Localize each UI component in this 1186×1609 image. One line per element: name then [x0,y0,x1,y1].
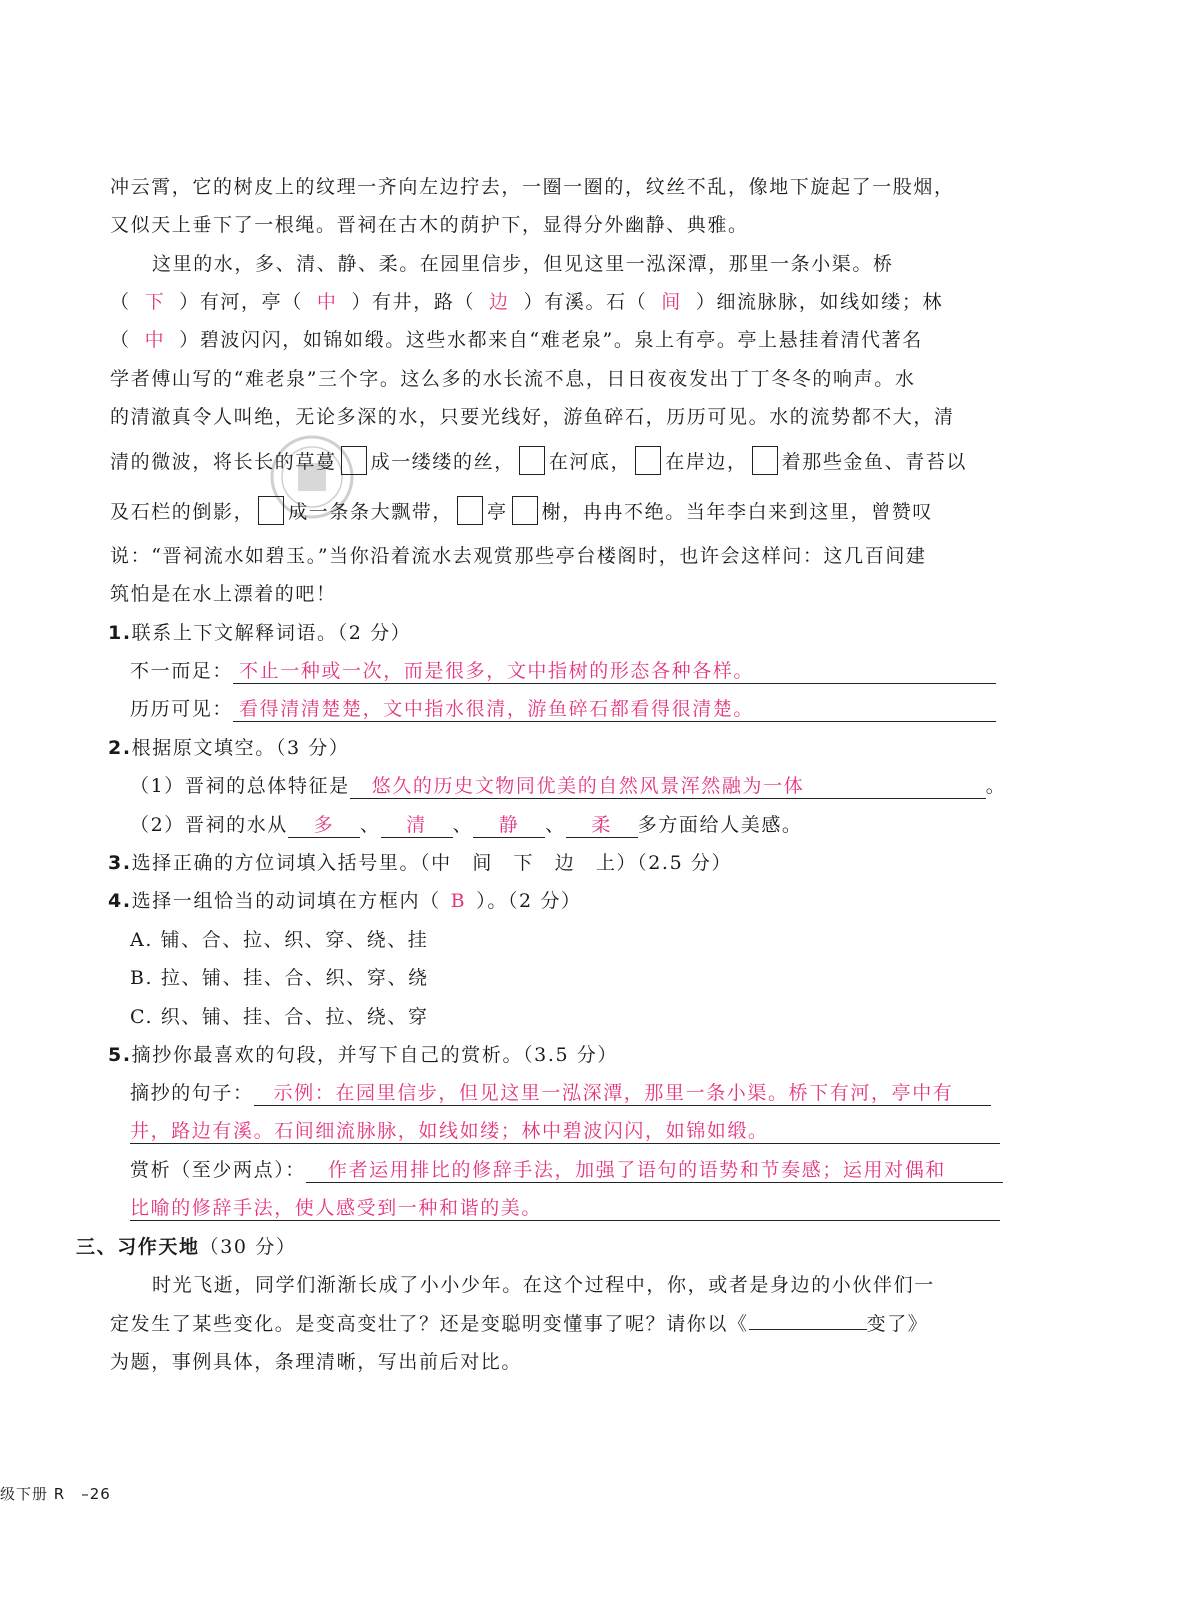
sub-question: （1）晋祠的总体特征是 [130,775,350,797]
q1-term-row [130,656,1030,684]
passage-line: 的清澈真令人叫绝，无论多深的水，只要光线好，游鱼碎石，历历可见。水的流势都不大，清 [110,406,955,428]
answer-line: 多 [288,810,360,838]
question-number: 5. [108,1044,132,1066]
page-footer: 级下册 R –26 [0,1485,111,1503]
answer-text: 边 [489,291,510,313]
question-text: ）。（2 分） [476,890,582,912]
section-heading [76,1232,976,1259]
passage-line: 又似天上垂下了一根绳。晋祠在古木的荫护下，显得分外幽静、典雅。 [110,214,749,236]
option-c: C. 织、铺、挂、合、拉、绕、穿 [130,1006,429,1028]
text: 定发生了某些变化。是变高变壮了？还是变聪明变懂事了呢？请你以《 [110,1313,749,1335]
section-score: （30 分） [199,1236,297,1258]
text: 在河底， [548,451,632,473]
text: 变了》 [866,1313,929,1335]
separator: 、 [545,814,566,836]
answer-text: 中 [316,291,338,313]
question-number: 4. [108,890,132,912]
question-2 [108,733,1008,760]
text: 成一缕缕的丝， [370,451,515,473]
q1-term-row [130,694,1030,722]
q5-excerpt-row [130,1116,1030,1144]
answer-box[interactable] [512,496,538,525]
bracket-text: （ [110,329,131,351]
term-label: 历历可见： [130,698,234,720]
prompt-line: 为题，事例具体，条理清晰，写出前后对比。 [110,1351,523,1373]
q2-sub1 [130,771,1030,799]
text: 成一条条大飘带， [288,501,454,523]
question-number: 1. [108,622,132,644]
field-label: 赏析（至少两点）： [130,1159,306,1181]
answer-text: 下 [144,291,166,313]
question-text: 联系上下文解释词语。（2 分） [131,622,412,644]
answer-text: 中 [144,329,166,351]
text: 清的微波，将长长的草蔓 [110,451,337,473]
option-a: A. 铺、合、拉、织、穿、绕、挂 [130,929,429,951]
question-text: 摘抄你最喜欢的句段，并写下自己的赏析。（3.5 分） [131,1044,618,1066]
answer-box[interactable] [635,446,661,475]
answer-box[interactable] [258,496,284,525]
answer-text: 间 [661,291,682,313]
passage-line-boxes [110,496,1010,525]
question-text: 选择一组恰当的动词填在方框内（ [131,890,441,912]
question-text: 根据原文填空。（3 分） [131,737,350,759]
answer-box[interactable] [341,446,367,475]
field-label: 摘抄的句子： [130,1082,254,1104]
answer-line: 示例：在园里信步，但见这里一泓深潭，那里一条小渠。桥下有河，亭中有 [254,1078,991,1106]
passage-line: 筑怕是在水上漂着的吧！ [110,583,337,605]
answer-line: 悠久的历史文物同优美的自然风景浑然融为一体 [350,771,986,799]
answer-text: B [450,890,467,912]
text: ）有井，路（ [351,291,476,313]
q5-analysis-row [130,1193,1030,1221]
text: 着那些金鱼、青苔以 [781,451,968,473]
passage-line: 这里的水，多、清、静、柔。在园里信步，但见这里一泓深潭，那里一条小渠。桥 [152,253,894,275]
text: 亭 [487,501,508,523]
answer-line: 比喻的修辞手法，使人感受到一种和谐的美。 [130,1193,1000,1221]
bracket-text: （ [110,291,131,313]
question-number: 2. [108,737,132,759]
prompt-line [110,1309,1010,1336]
text: 及石栏的倒影， [110,501,255,523]
answer-line: 柔 [566,810,638,838]
text: ）细流脉脉，如线如缕；林 [695,291,944,313]
sub-question: （2）晋祠的水从 [130,814,288,836]
prompt-line: 时光飞逝，同学们渐渐长成了小小少年。在这个过程中，你，或者是身边的小伙伴们一 [152,1274,935,1296]
text: ）有溪。石（ [523,291,648,313]
section-title: 三、习作天地 [76,1236,200,1258]
question-5 [108,1040,1008,1067]
answer-box[interactable] [457,496,483,525]
term-label: 不一而足： [130,660,234,682]
q2-sub2 [130,810,1030,838]
answer-line: 清 [381,810,453,838]
answer-line: 看得清清楚楚，文中指水很清，游鱼碎石都看得很清楚。 [233,694,996,722]
answer-box[interactable] [519,446,545,475]
text: 榭，冉冉不绝。当年李白来到这里，曾赞叹 [541,501,934,523]
passage-line-fill-in [110,325,1010,352]
passage-line: 说：“晋祠流水如碧玉。”当你沿着流水去观赏那些亭台楼阁时，也许会这样问：这几百间建 [110,545,927,567]
separator: 、 [359,814,381,836]
answer-line: 不止一种或一次，而是很多，文中指树的形态各种各样。 [233,656,996,684]
text: 在岸边， [665,451,748,473]
answer-line: 井，路边有溪。石间细流脉脉，如线如缕；林中碧波闪闪，如锦如缎。 [130,1116,1000,1144]
passage-line: 冲云霄，它的树皮上的纹理一齐向左边拧去，一圈一圈的，纹丝不乱，像地下旋起了一股烟， [110,176,955,198]
separator: 、 [452,814,474,836]
q5-analysis-row [130,1155,1030,1183]
q5-excerpt-row [130,1078,1030,1106]
text: 多方面给人美感。 [637,814,803,836]
passage-line: 学者傅山写的“难老泉”三个字。这么多的水长流不息，日日夜夜发出丁丁冬冬的响声。水 [110,368,916,390]
question-1 [108,618,1008,645]
text: 。 [985,775,1007,797]
question-text: 选择正确的方位词填入括号里。（中 间 下 边 上）（2.5 分） [131,852,733,874]
passage-line-fill-in [110,287,1010,314]
question-3 [108,848,1008,875]
text: ）有河，亭（ [179,291,303,313]
answer-box[interactable] [752,446,778,475]
title-blank[interactable] [749,1329,867,1330]
answer-line: 静 [473,810,545,838]
answer-line: 作者运用排比的修辞手法，加强了语句的语势和节奏感；运用对偶和 [306,1155,1003,1183]
option-b: B. 拉、铺、挂、合、织、穿、绕 [130,967,429,989]
question-4 [108,886,1008,913]
question-number: 3. [108,852,132,874]
text: ）碧波闪闪，如锦如缎。这些水都来自“难老泉”。泉上有亭。亭上悬挂着清代著名 [179,329,923,351]
passage-line-boxes [110,446,1010,475]
